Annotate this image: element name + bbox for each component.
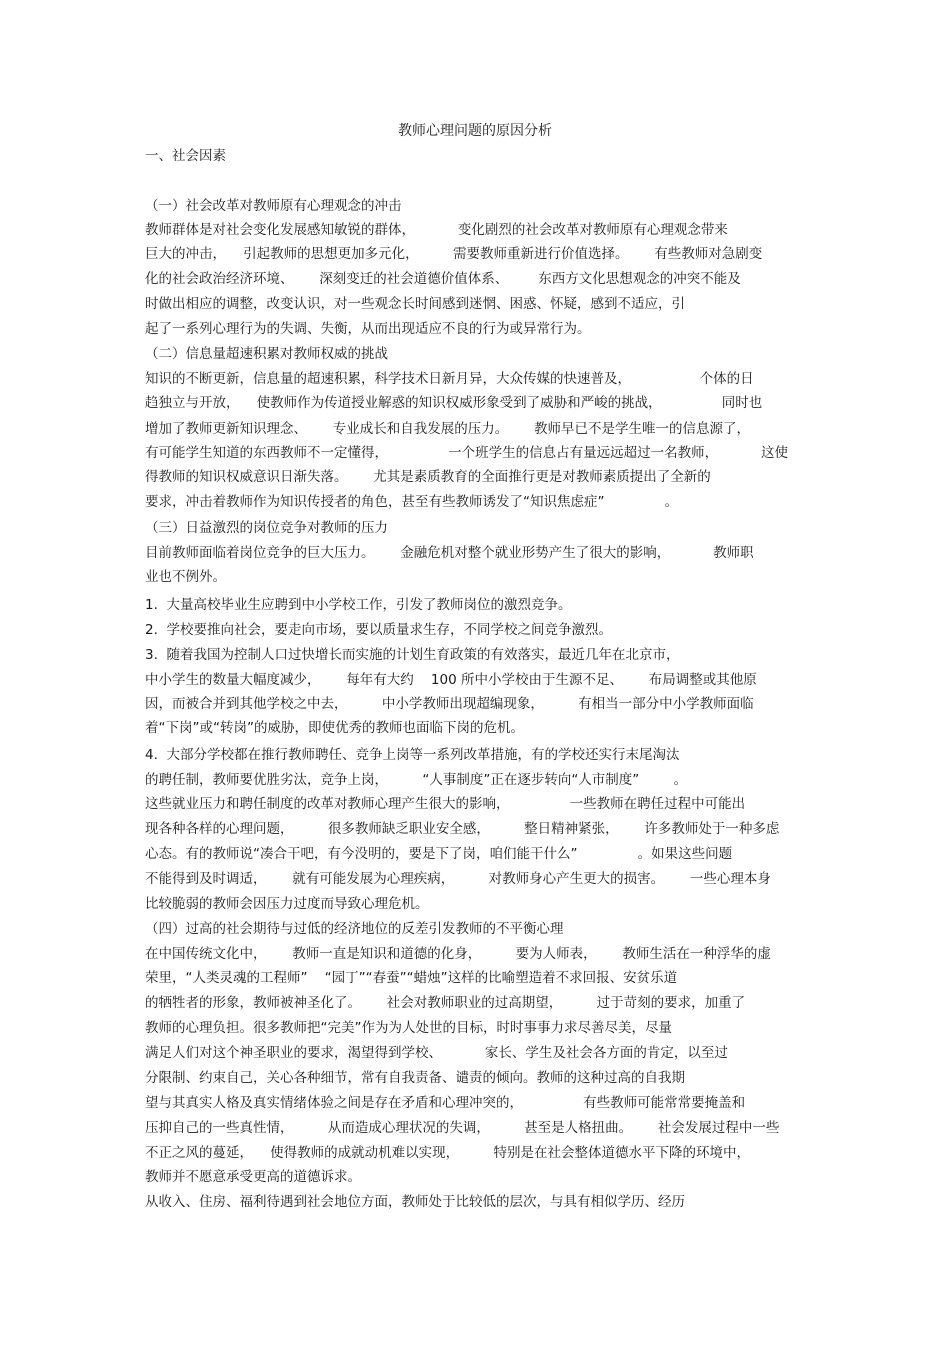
- text-line: 心态。有的教师说“凑合干吧，有今没明的，要是下了岗，咱们能干什么” 。如果这些问题: [145, 846, 733, 862]
- text-line: 教师并不愿意承受更高的道德诉求。: [145, 1169, 361, 1185]
- text-line: 一、社会因素: [145, 148, 226, 164]
- document-title: 教师心理问题的原因分析: [398, 123, 552, 139]
- text-line: 这些就业压力和聘任制度的改革对教师心理产生很大的影响， 一些教师在聘任过程中可能出: [145, 796, 746, 812]
- text-line: 有可能学生知道的东西教师不一定懂得， 一个班学生的信息占有量远远超过一名教师， 这使: [145, 445, 788, 461]
- text-line: 2. 学校要推向社会，要走向市场，要以质量求生存，不同学校之间竞争激烈。: [145, 622, 612, 638]
- text-line: （三）日益激烈的岗位竞争对教师的压力: [145, 520, 388, 536]
- text-line: （四）过高的社会期待与过低的经济地位的反差引发教师的不平衡心理: [145, 921, 564, 937]
- text-line: 望与其真实人格及真实情绪体验之间是存在矛盾和心理冲突的， 有些教师可能常常要掩盖和: [145, 1095, 746, 1111]
- text-line: 增加了教师更新知识理念、 专业成长和自我发展的压力。 教师早已不是学生唯一的信息源了，: [145, 421, 750, 437]
- text-line: 的牺牲者的形象，教师被神圣化了。 社会对教师职业的过高期望， 过于苛刻的要求，加重了: [145, 995, 746, 1011]
- text-line: 趋独立与开放， 使教师作为传道授业解惑的知识权威形象受到了威胁和严峻的挑战， 同时也: [145, 395, 763, 411]
- text-line: 在中国传统文化中， 教师一直是知识和道德的化身， 要为人师表， 教师生活在一种浮华的虚: [145, 946, 771, 962]
- text-line: 比较脆弱的教师会因压力过度而导致心理危机。: [145, 896, 429, 912]
- text-line: 化的社会政治经济环境、 深刻变迁的社会道德价值体系、 东西方文化思想观念的冲突不能及: [145, 271, 741, 287]
- text-line: 现各种各样的心理问题， 很多教师缺乏职业安全感， 整日精神紧张， 许多教师处于一种多虑: [145, 821, 780, 837]
- text-line: 巨大的冲击， 引起教师的思想更加多元化， 需要教师重新进行价值选择。 有些教师对急剧变: [145, 246, 763, 262]
- text-line: （一）社会改革对教师原有心理观念的冲击: [145, 198, 402, 214]
- text-line: 满足人们对这个神圣职业的要求，渴望得到学校、 家长、学生及社会各方面的肯定，以至过: [145, 1045, 728, 1061]
- text-line: 着“下岗”或“转岗”的威胁，即使优秀的教师也面临下岗的危机。: [145, 720, 524, 736]
- text-line: 得教师的知识权威意识日渐失落。 尤其是素质教育的全面推行更是对教师素质提出了全新的: [145, 469, 711, 485]
- text-line: 因，而被合并到其他学校之中去， 中小学教师出现超编现象， 有相当一部分中小学教师面临: [145, 696, 754, 712]
- text-line: 不能得到及时调适， 就有可能发展为心理疾病， 对教师身心产生更大的损害。 一些心理本身: [145, 871, 771, 887]
- text-line: 3. 随着我国为控制人口过快增长而实施的计划生育政策的有效落实，最近几年在北京市，: [145, 647, 680, 663]
- text-line: 从收入、住房、福利待遇到社会地位方面，教师处于比较低的层次，与具有相似学历、经历: [145, 1194, 685, 1210]
- text-line: 1. 大量高校毕业生应聘到中小学校工作，引发了教师岗位的激烈竞争。: [145, 597, 572, 613]
- text-line: 目前教师面临着岗位竞争的巨大压力。 金融危机对整个就业形势产生了很大的影响， 教师职: [145, 545, 754, 561]
- text-line: 荣里，“人类灵魂的工程师” “园丁”“春蚕”“蜡烛”这样的比喻塑造着不求回报、安贫乐道: [145, 970, 678, 986]
- text-line: 压抑自己的一些真性情， 从而造成心理状况的失调， 甚至是人格扭曲。 社会发展过程中一些: [145, 1120, 780, 1136]
- text-line: （二）信息量超速积累对教师权威的挑战: [145, 346, 388, 362]
- text-line: 知识的不断更新，信息量的超速积累，科学技术日新月异，大众传媒的快速普及， 个体的日: [145, 371, 754, 387]
- text-line: 的聘任制，教师要优胜劣汰，竞争上岗， “人事制度”正在逐步转向“人市制度” 。: [145, 772, 688, 788]
- text-line: 时做出相应的调整，改变认识，对一些观念长时间感到迷惘、困惑、怀疑，感到不适应，引: [145, 296, 685, 312]
- text-line: 教师的心理负担。很多教师把“完美”作为为人处世的目标，时时事事力求尽善尽美，尽量: [145, 1020, 672, 1036]
- text-line: 教师群体是对社会变化发展感知敏锐的群体， 变化剧烈的社会改革对教师原有心理观念带来: [145, 222, 728, 238]
- text-line: 分限制、约束自己，关心各种细节，常有自我责备、谴责的倾向。教师的这种过高的自我期: [145, 1070, 685, 1086]
- text-line: 4. 大部分学校都在推行教师聘任、竞争上岗等一系列改革措施，有的学校还实行末尾淘汰: [145, 747, 680, 763]
- text-line: 业也不例外。: [145, 569, 226, 585]
- text-line: 中小学生的数量大幅度减少， 每年有大约 100 所中小学校由于生源不足、 布局调整或其他原: [145, 672, 757, 688]
- text-line: 不正之风的蔓延， 使得教师的成就动机难以实现， 特别是在社会整体道德水平下降的环境中，: [145, 1145, 750, 1161]
- text-line: 起了一系列心理行为的失调、失衡，从而出现适应不良的行为或异常行为。: [145, 321, 591, 337]
- text-line: 要求，冲击着教师作为知识传授者的角色，甚至有些教师诱发了“知识焦虑症” 。: [145, 494, 679, 510]
